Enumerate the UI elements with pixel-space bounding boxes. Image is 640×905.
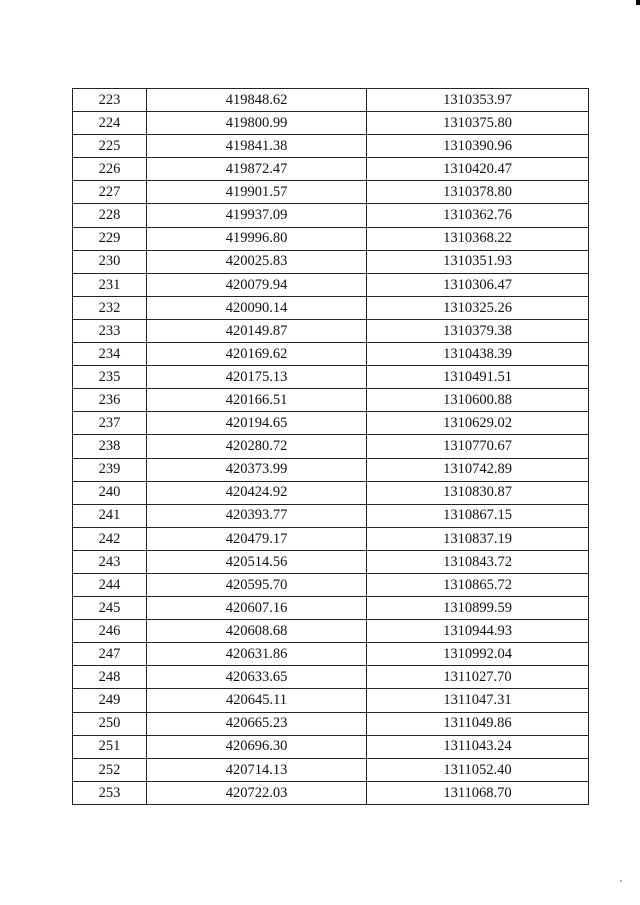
x-coordinate-cell: 420722.03 — [147, 781, 367, 804]
table-row — [73, 597, 589, 620]
x-coordinate-cell: 420194.65 — [147, 412, 367, 435]
table-row — [73, 204, 589, 227]
table-row — [73, 181, 589, 204]
point-number-cell: 249 — [73, 689, 147, 712]
y-coordinate-cell: 1310379.38 — [367, 319, 589, 342]
y-coordinate-cell: 1311047.31 — [367, 689, 589, 712]
point-number-cell: 232 — [73, 296, 147, 319]
y-coordinate-cell: 1311049.86 — [367, 712, 589, 735]
coordinate-table — [72, 88, 589, 805]
point-number-cell: 247 — [73, 643, 147, 666]
table-row — [73, 89, 589, 112]
y-coordinate-cell: 1310353.97 — [367, 89, 589, 112]
y-coordinate-cell: 1310770.67 — [367, 435, 589, 458]
y-coordinate-cell: 1310867.15 — [367, 504, 589, 527]
y-coordinate-cell: 1310830.87 — [367, 481, 589, 504]
x-coordinate-cell: 419841.38 — [147, 135, 367, 158]
table-row — [73, 527, 589, 550]
point-number-cell: 228 — [73, 204, 147, 227]
x-coordinate-cell: 420393.77 — [147, 504, 367, 527]
point-number-cell: 235 — [73, 366, 147, 389]
scan-speck — [620, 880, 622, 882]
y-coordinate-cell: 1310992.04 — [367, 643, 589, 666]
point-number-cell: 251 — [73, 735, 147, 758]
table-row — [73, 389, 589, 412]
y-coordinate-cell: 1310362.76 — [367, 204, 589, 227]
x-coordinate-cell: 420280.72 — [147, 435, 367, 458]
point-number-cell: 230 — [73, 250, 147, 273]
y-coordinate-cell: 1310865.72 — [367, 573, 589, 596]
x-coordinate-cell: 419872.47 — [147, 158, 367, 181]
table-row — [73, 158, 589, 181]
y-coordinate-cell: 1310390.96 — [367, 135, 589, 158]
table-row — [73, 135, 589, 158]
x-coordinate-cell: 420166.51 — [147, 389, 367, 412]
x-coordinate-cell: 419996.80 — [147, 227, 367, 250]
table-row — [73, 366, 589, 389]
x-coordinate-cell: 420025.83 — [147, 250, 367, 273]
table-row — [73, 735, 589, 758]
x-coordinate-cell: 420645.11 — [147, 689, 367, 712]
point-number-cell: 253 — [73, 781, 147, 804]
point-number-cell: 244 — [73, 573, 147, 596]
table-row — [73, 781, 589, 804]
x-coordinate-cell: 420608.68 — [147, 620, 367, 643]
x-coordinate-cell: 420424.92 — [147, 481, 367, 504]
x-coordinate-cell: 420090.14 — [147, 296, 367, 319]
point-number-cell: 243 — [73, 550, 147, 573]
y-coordinate-cell: 1310368.22 — [367, 227, 589, 250]
table-row — [73, 712, 589, 735]
x-coordinate-cell: 420169.62 — [147, 343, 367, 366]
x-coordinate-cell: 419848.62 — [147, 89, 367, 112]
table-row — [73, 296, 589, 319]
y-coordinate-cell: 1310629.02 — [367, 412, 589, 435]
point-number-cell: 246 — [73, 620, 147, 643]
x-coordinate-cell: 420479.17 — [147, 527, 367, 550]
y-coordinate-cell: 1311052.40 — [367, 758, 589, 781]
x-coordinate-cell: 419937.09 — [147, 204, 367, 227]
point-number-cell: 236 — [73, 389, 147, 412]
table-row — [73, 550, 589, 573]
point-number-cell: 245 — [73, 597, 147, 620]
y-coordinate-cell: 1310837.19 — [367, 527, 589, 550]
x-coordinate-cell: 420149.87 — [147, 319, 367, 342]
point-number-cell: 240 — [73, 481, 147, 504]
y-coordinate-cell: 1310491.51 — [367, 366, 589, 389]
table-row — [73, 250, 589, 273]
table-row — [73, 573, 589, 596]
table-row — [73, 758, 589, 781]
y-coordinate-cell: 1311043.24 — [367, 735, 589, 758]
point-number-cell: 237 — [73, 412, 147, 435]
x-coordinate-cell: 420714.13 — [147, 758, 367, 781]
scan-corner-mark — [636, 0, 640, 5]
y-coordinate-cell: 1310742.89 — [367, 458, 589, 481]
point-number-cell: 233 — [73, 319, 147, 342]
x-coordinate-cell: 420607.16 — [147, 597, 367, 620]
y-coordinate-cell: 1310899.59 — [367, 597, 589, 620]
table-row — [73, 666, 589, 689]
x-coordinate-cell: 420079.94 — [147, 273, 367, 296]
y-coordinate-cell: 1311027.70 — [367, 666, 589, 689]
point-number-cell: 226 — [73, 158, 147, 181]
x-coordinate-cell: 420514.56 — [147, 550, 367, 573]
y-coordinate-cell: 1310944.93 — [367, 620, 589, 643]
point-number-cell: 224 — [73, 112, 147, 135]
y-coordinate-cell: 1310420.47 — [367, 158, 589, 181]
x-coordinate-cell: 420665.23 — [147, 712, 367, 735]
point-number-cell: 238 — [73, 435, 147, 458]
y-coordinate-cell: 1310351.93 — [367, 250, 589, 273]
point-number-cell: 229 — [73, 227, 147, 250]
x-coordinate-cell: 420373.99 — [147, 458, 367, 481]
point-number-cell: 241 — [73, 504, 147, 527]
table-row — [73, 273, 589, 296]
y-coordinate-cell: 1310306.47 — [367, 273, 589, 296]
table-row — [73, 620, 589, 643]
point-number-cell: 223 — [73, 89, 147, 112]
table-row — [73, 435, 589, 458]
y-coordinate-cell: 1310438.39 — [367, 343, 589, 366]
point-number-cell: 250 — [73, 712, 147, 735]
table-row — [73, 458, 589, 481]
point-number-cell: 252 — [73, 758, 147, 781]
x-coordinate-cell: 420175.13 — [147, 366, 367, 389]
y-coordinate-cell: 1310843.72 — [367, 550, 589, 573]
x-coordinate-cell: 420696.30 — [147, 735, 367, 758]
point-number-cell: 234 — [73, 343, 147, 366]
table-row — [73, 112, 589, 135]
table-row — [73, 319, 589, 342]
y-coordinate-cell: 1311068.70 — [367, 781, 589, 804]
point-number-cell: 231 — [73, 273, 147, 296]
coordinate-table-body — [73, 89, 589, 805]
y-coordinate-cell: 1310375.80 — [367, 112, 589, 135]
table-row — [73, 412, 589, 435]
table-row — [73, 227, 589, 250]
x-coordinate-cell: 419800.99 — [147, 112, 367, 135]
point-number-cell: 242 — [73, 527, 147, 550]
table-row — [73, 689, 589, 712]
x-coordinate-cell: 420633.65 — [147, 666, 367, 689]
point-number-cell: 225 — [73, 135, 147, 158]
point-number-cell: 227 — [73, 181, 147, 204]
y-coordinate-cell: 1310325.26 — [367, 296, 589, 319]
table-row — [73, 481, 589, 504]
x-coordinate-cell: 420595.70 — [147, 573, 367, 596]
table-row — [73, 643, 589, 666]
table-row — [73, 504, 589, 527]
x-coordinate-cell: 419901.57 — [147, 181, 367, 204]
y-coordinate-cell: 1310600.88 — [367, 389, 589, 412]
table-row — [73, 343, 589, 366]
x-coordinate-cell: 420631.86 — [147, 643, 367, 666]
point-number-cell: 239 — [73, 458, 147, 481]
y-coordinate-cell: 1310378.80 — [367, 181, 589, 204]
point-number-cell: 248 — [73, 666, 147, 689]
